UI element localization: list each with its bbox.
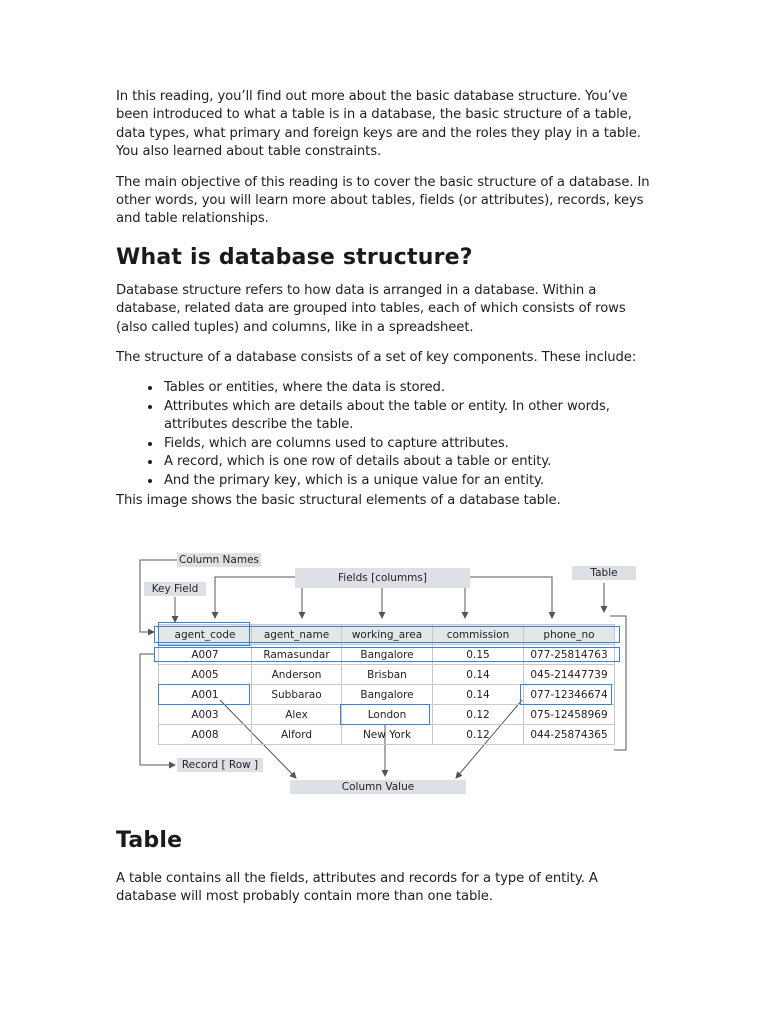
column-names-label: Column Names [179, 554, 259, 566]
key-field-highlight [158, 622, 250, 646]
table-cell: 077-25814763 [524, 645, 615, 665]
intro-paragraph-2: The main objective of this reading is to cover the basic structure of a database. In other words, you will learn more about tables, fields (or attributes), records, keys and table relationships. [116, 174, 650, 227]
header-agent-code: agent_code [159, 625, 252, 645]
table-cell: 0.14 [433, 665, 524, 685]
table-cell: New York [342, 725, 433, 745]
list-item: • Fields, which are columns used to capture attributes. [162, 435, 656, 453]
list-item: • Tables or entities, where the data is stored. [162, 379, 656, 397]
list-item: • Attributes which are details about the table or entity. In other words, attributes describe the table. [162, 398, 656, 435]
figure-caption: This image shows the basic structural elements of a database table. [116, 492, 561, 508]
table-row [159, 665, 615, 685]
table-cell: 077-12346674 [524, 685, 615, 705]
list-item: • And the primary key, which is a unique value for an entity. [162, 472, 656, 490]
header-commission: commission [433, 625, 524, 645]
section-heading-database-structure: What is database structure? [116, 244, 473, 270]
database-table-diagram [130, 550, 630, 800]
header-phone-no: phone_no [524, 625, 615, 645]
table-cell: 044-25874365 [524, 725, 615, 745]
table-cell: Bangalore [342, 645, 433, 665]
table-cell: 0.12 [433, 725, 524, 745]
table-cell: Subbarao [252, 685, 342, 705]
table-cell: Brisban [342, 665, 433, 685]
table-cell: A003 [159, 705, 252, 725]
fields-bracket [215, 577, 295, 618]
list-item: • A record, which is one row of details about a table or entity. [162, 453, 656, 471]
column-value-label: Column Value [290, 780, 466, 794]
table-section-paragraph: A table contains all the fields, attributes and records for a type of entity. A database will most probably contain more than one table. [116, 871, 598, 905]
table-cell: London [342, 705, 433, 725]
section1-paragraph-1: Database structure refers to how data is arranged in a database. Within a database, related data are grouped into tables, each of which consists of rows (also called tuples) and columns, like in a spreadsheet. [116, 282, 626, 335]
value-highlight-phone [520, 684, 612, 705]
record-label: Record [ Row ] [177, 758, 263, 772]
value-highlight-agent-code [158, 684, 250, 705]
reading-content [116, 88, 656, 510]
components-list [116, 379, 656, 489]
table-cell: 0.12 [433, 705, 524, 725]
table-cell: A007 [159, 645, 252, 665]
section1-paragraph-2: The structure of a database consists of a set of key components. These include: [116, 350, 637, 366]
table-row [159, 725, 615, 745]
fields-bracket-right [470, 577, 552, 618]
table-cell: Anderson [252, 665, 342, 685]
table-cell: 0.14 [433, 685, 524, 705]
table-cell: A008 [159, 725, 252, 745]
header-agent-name: agent_name [252, 625, 342, 645]
key-field-label: Key Field [144, 582, 206, 596]
record-row-highlight [154, 647, 620, 662]
table-cell: Alford [252, 725, 342, 745]
value-highlight-working-area [340, 704, 430, 725]
table-cell: A001 [159, 685, 252, 705]
intro-paragraph-1: In this reading, you’ll find out more about the basic database structure. You’ve been introduced to what a table is in a database, the basic structure of a table, data types, what primary and foreign keys are and the roles they play in a table. You also learned about table constraints. [116, 89, 641, 160]
table-cell: 045-21447739 [524, 665, 615, 685]
table-cell: Alex [252, 705, 342, 725]
header-working-area: working_area [342, 625, 433, 645]
table-cell: Ramasundar [252, 645, 342, 665]
fields-label: Fields [columms] [295, 568, 470, 588]
table-cell: A005 [159, 665, 252, 685]
section-heading-table: Table [116, 828, 183, 853]
table-cell: 0.15 [433, 645, 524, 665]
table-label: Table [572, 566, 636, 580]
table-cell: Bangalore [342, 685, 433, 705]
table-cell: 075-12458969 [524, 705, 615, 725]
